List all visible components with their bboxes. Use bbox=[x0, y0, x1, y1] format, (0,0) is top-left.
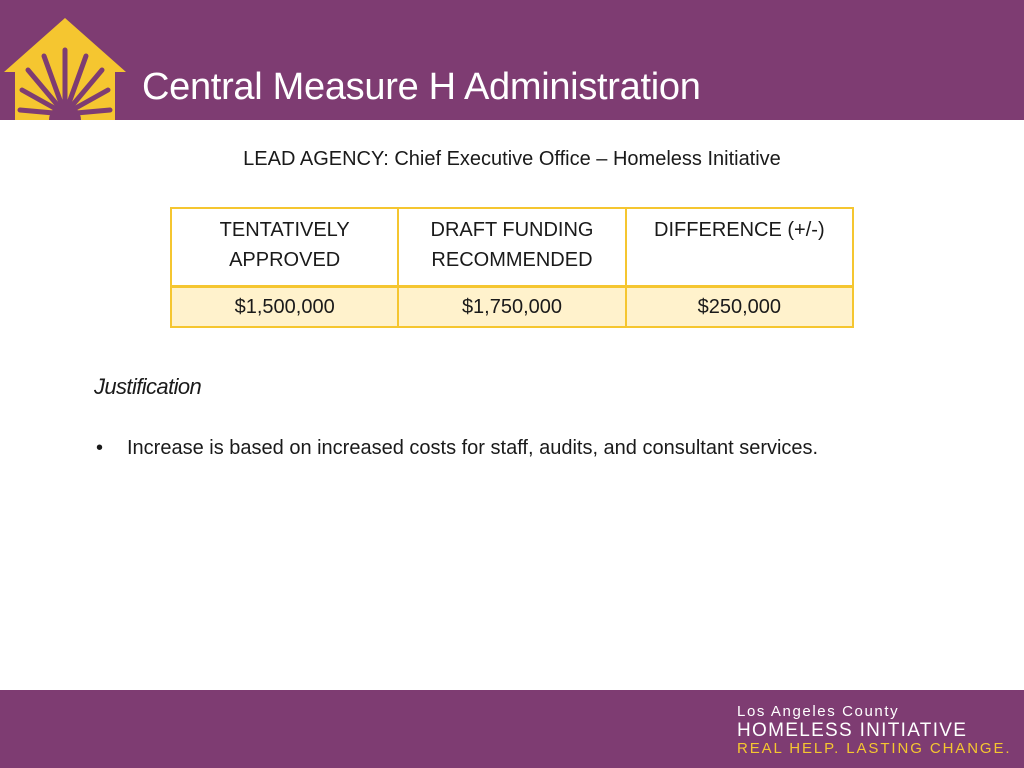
header-tentative-line2: APPROVED bbox=[229, 249, 341, 271]
sunburst-house-icon bbox=[0, 14, 130, 120]
header-difference bbox=[626, 208, 853, 287]
bullet-marker: • bbox=[96, 437, 104, 459]
table-row bbox=[171, 287, 853, 328]
table-header-row bbox=[171, 208, 853, 287]
header-tentative-line1: TENTATIVELY bbox=[219, 219, 350, 241]
bullet-text: Increase is based on increased costs for staff, audits, and consultant services. bbox=[127, 437, 819, 459]
justification-heading: Justification bbox=[94, 374, 202, 399]
lead-agency-text: LEAD AGENCY: Chief Executive Office – Homeless Initiative bbox=[243, 148, 781, 170]
footer-initiative: HOMELESS INITIATIVE bbox=[737, 720, 968, 741]
header-tentatively-approved bbox=[171, 208, 398, 287]
header-draft-line2: RECOMMENDED bbox=[431, 249, 593, 271]
footer-tagline: REAL HELP. LASTING CHANGE. bbox=[737, 740, 1012, 757]
value-tentatively-approved: $1,500,000 bbox=[171, 287, 398, 328]
value-draft-funding: $1,750,000 bbox=[398, 287, 625, 328]
header-draft-line1: DRAFT FUNDING bbox=[430, 219, 594, 241]
header-difference-label: DIFFERENCE (+/-) bbox=[654, 219, 825, 241]
header-draft-funding bbox=[398, 208, 625, 287]
footer-county: Los Angeles County bbox=[737, 703, 900, 720]
funding-table bbox=[170, 207, 854, 328]
list-item bbox=[96, 437, 818, 460]
slide-title: Central Measure H Administration bbox=[142, 66, 701, 108]
header-bar bbox=[0, 0, 1024, 120]
value-difference: $250,000 bbox=[626, 287, 853, 328]
